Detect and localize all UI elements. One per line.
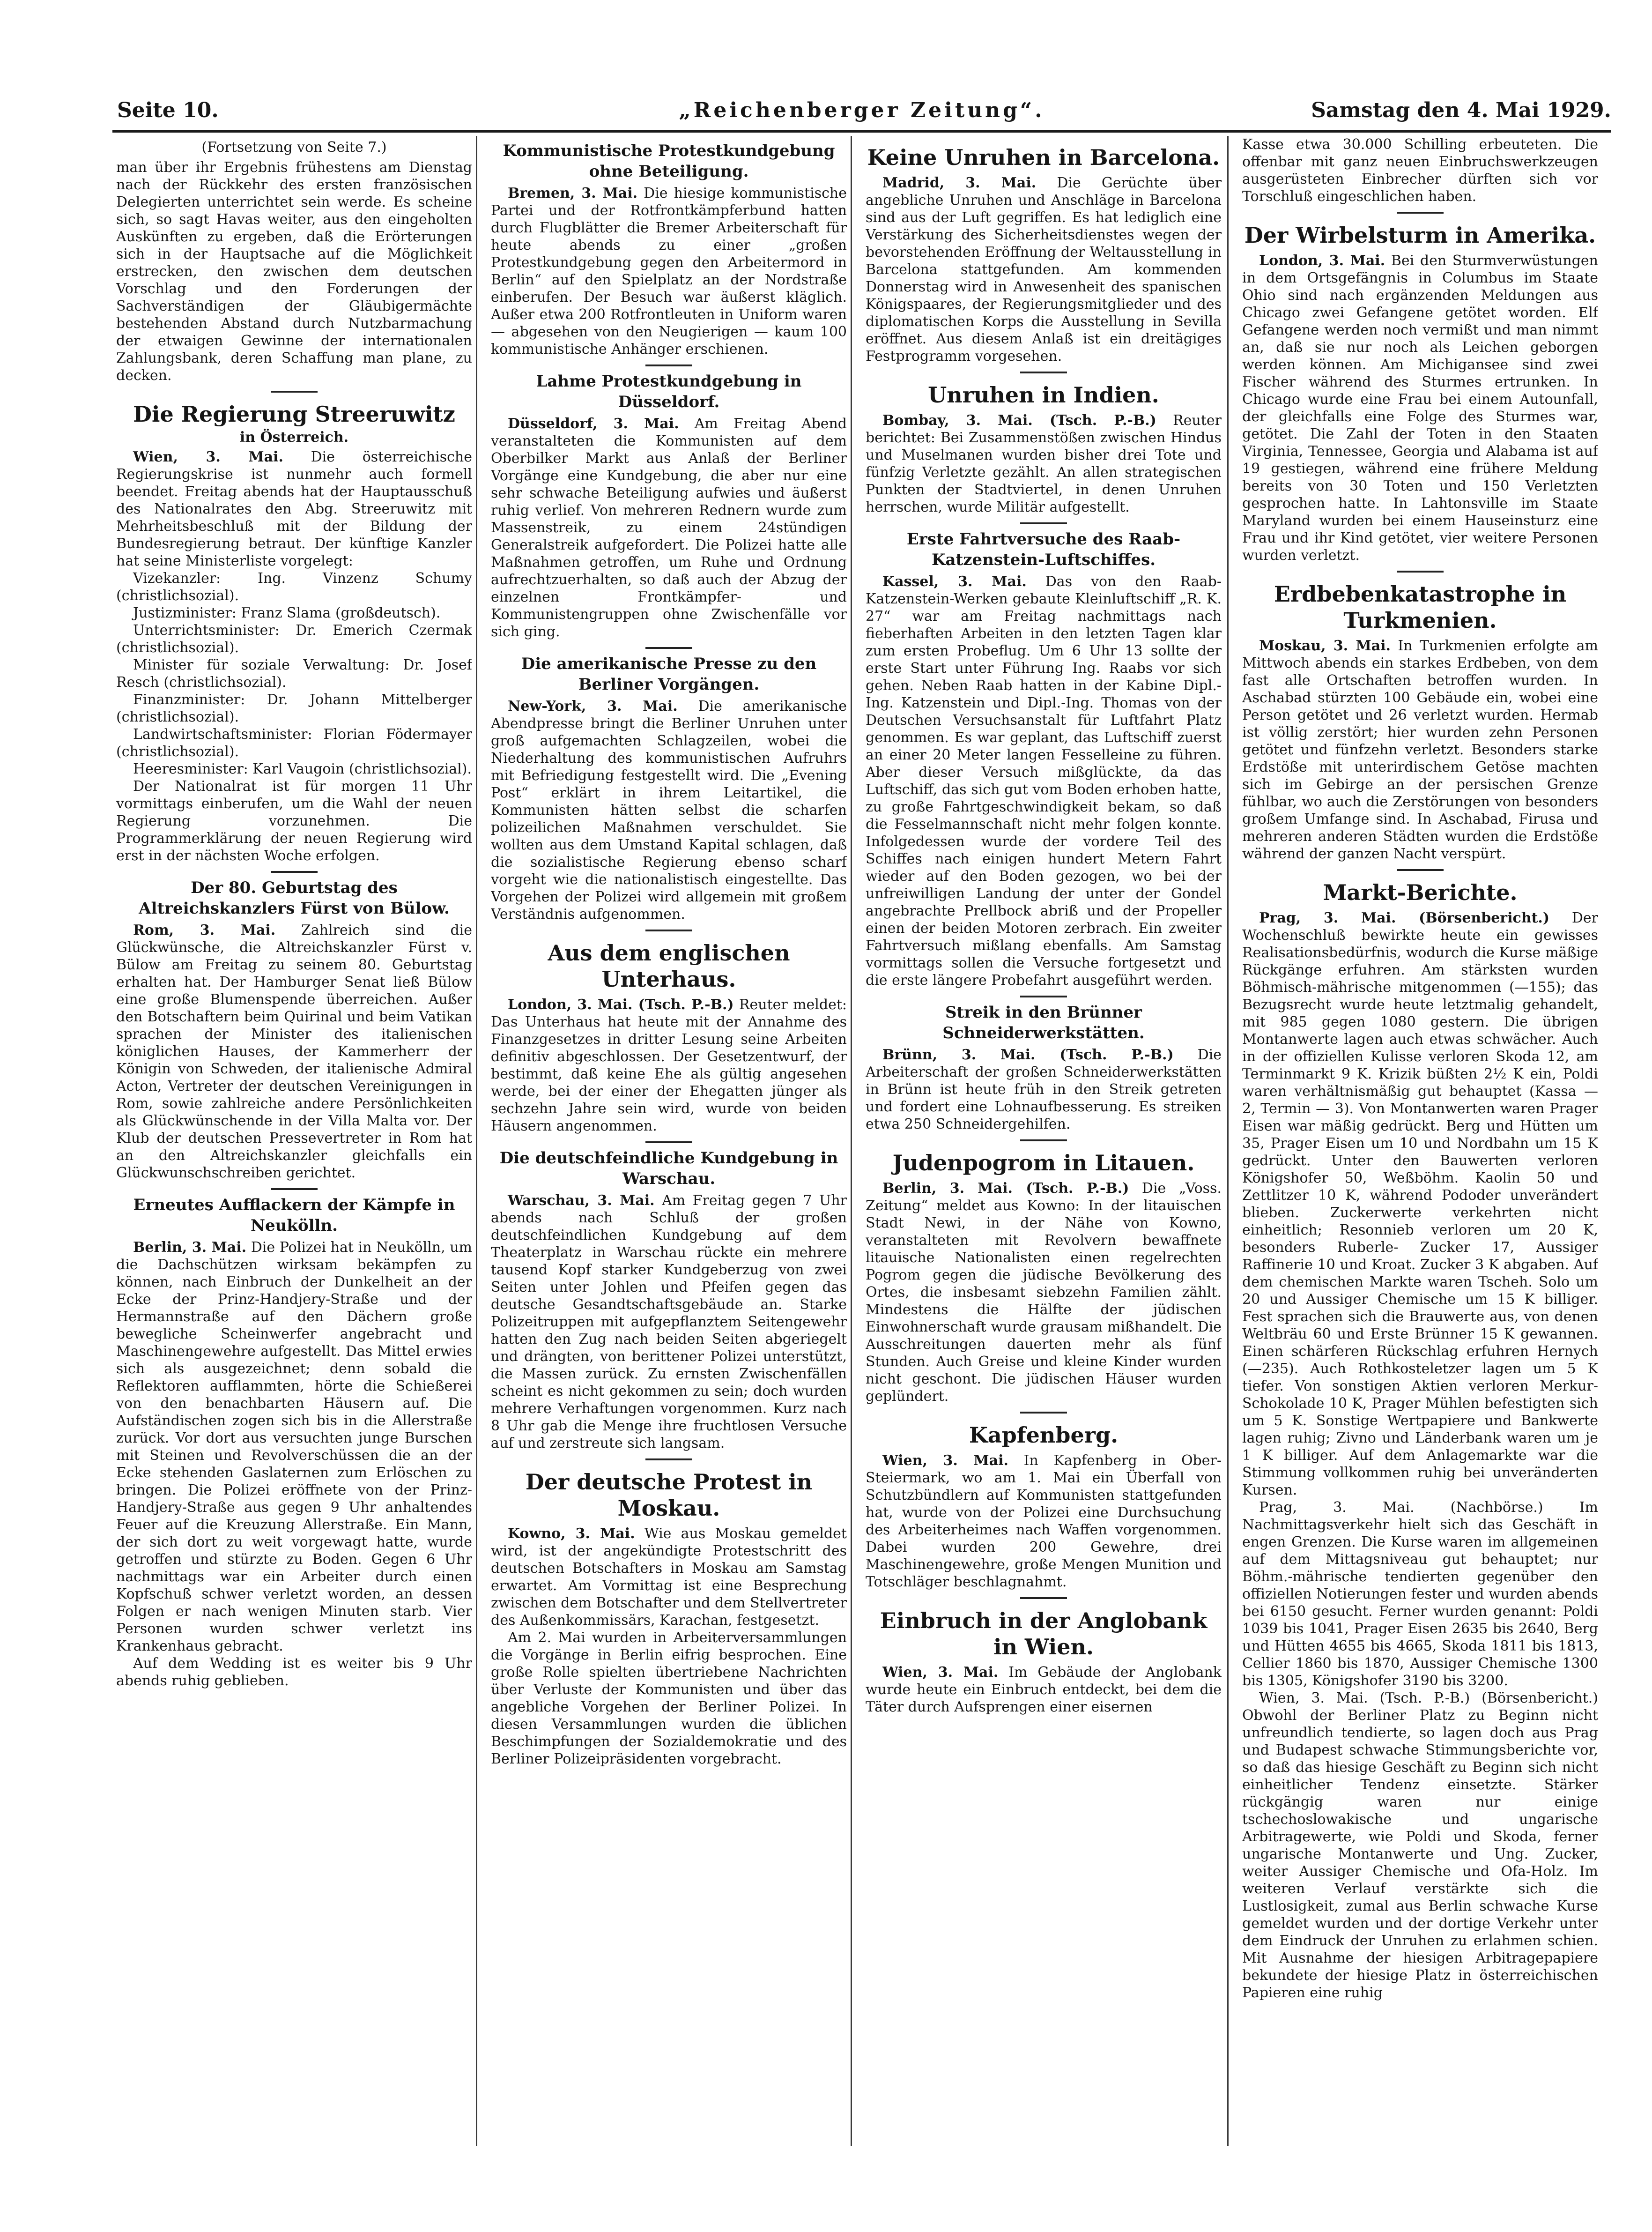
paragraph-text: Die Gerüchte über angebliche Unruhen und Anschläge in Barcelona sind aus der Luft gegriffen. Es hat lediglich eine Verstärkung des Sicherheitsdienstes wegen der bevorstehenden Eröffnung der Weltausstellung in Barcelona stattgefunden. Am kommenden Donnerstag wird in Anwesenheit des spanischen Königspaares, der Regierungsmitglieder und des diplomatischen Korps die Ausstellung in Sevilla eröffnet. Aus diesem Anlaß ist ein dreitägiges Festprogramm vorgesehen. — [866, 175, 1222, 365]
paragraph-text: In Kapfenberg in Ober-Steiermark, wo am 1. Mai ein Überfall von Schutzbündlern auf Kommunisten stattgefunden hat, wurde von der Polizei eine Durchsuchung des Arbeiterheimes nach Waffen vorgenommen. Dabei wurden 200 Gewehre, drei Maschinengewehre, große Mengen Munition und Totschläger beschlagnahmt. — [866, 1452, 1222, 1590]
article — [491, 1458, 847, 1768]
article-headline: Keine Unruhen in Barcelona. — [867, 145, 1220, 170]
paragraph-text: Die amerikanische Abendpresse bringt die Berliner Unruhen unter groß aufgemachten Schlagzeilen, wobei die Niederhaltung des kommunistischen Aufruhrs mit Befriedigung festgestellt wird. Die „Evening Post“ erklärt in ihrem Leitartikel, die Kommunisten hätten selbst die scharfen polizeilichen Maßnahmen verschuldet. Sie wollten aus dem Umstand Kapital schlagen, daß die sozialistische Regierung ebenso scharf vorgeht wie die nationalistisch eingestellte. Das Vorgehen der Polizei wird allgemein mit großem Verständnis aufgenommen. — [491, 698, 847, 923]
article-headline: Die amerikanische Presse zu den Berliner Vorgängen. — [521, 655, 817, 694]
article-headline: Judenpogrom in Litauen. — [892, 1150, 1195, 1176]
article — [866, 1139, 1222, 1405]
article-paragraph — [491, 1192, 847, 1452]
article-paragraph — [866, 1046, 1222, 1133]
article-paragraph — [866, 1452, 1222, 1591]
paragraph-text: Prag, 3. Mai. (Nachbörse.) Im Nachmittagsverkehr hielt sich das Geschäft in engen Grenzen. Die Kurse waren im allgemeinen auf dem Mittagsniveau gut behauptet; nur Böhm.-mährische tendierten gegenüber den offiziellen Notierungen fester und wurden abends bei 6150 gesucht. Ferner wurden genannt: Poldi 1039 bis 1041, Prager Eisen 2635 bis 2640, Berg und Hütten 4655 bis 4665, Skoda 1811 bis 1813, Cellier 1860 bis 1870, Aussiger Chemische 1300 bis 1305, Königshofer 3190 bis 3200. — [1242, 1499, 1598, 1689]
paragraph-text: Minister für soziale Verwaltung: Dr. Josef Resch (christlichsozial). — [116, 657, 472, 691]
article-headline: Der deutsche Protest in Moskau. — [525, 1469, 813, 1521]
dateline: Prag, 3. Mai. (Börsenbericht.) — [1259, 910, 1550, 926]
dateline: Kowno, 3. Mai. — [508, 1525, 635, 1542]
article-paragraph — [116, 778, 472, 864]
continuation-note: (Fortsetzung von Seite 7.) — [201, 139, 387, 156]
article-headline: Die Regierung Streeruwitz — [133, 402, 455, 427]
issue-date: Samstag den 4. Mai 1929. — [1311, 98, 1611, 122]
article-paragraph — [116, 726, 472, 760]
article-paragraph — [1242, 909, 1598, 1499]
article-paragraph — [116, 1239, 472, 1655]
article-headline: Die deutschfeindliche Kundgebung in Warschau. — [499, 1149, 838, 1188]
article-paragraph — [116, 760, 472, 778]
paragraph-text: Landwirtschaftsminister: Florian Födermayer (christlichsozial). — [116, 726, 472, 760]
paragraph-text: Die „Voss. Zeitung“ meldet aus Kowno: In der litauischen Stadt Newi, in der Nähe von Kowno, veranstalteten mit Revolvern bewaffnete litauische Nationalisten einen regelrechten Pogrom gegen die jüdische Bevölkerung des Ortes, die insbesamt siebzehn Familien zählt. Mindestens die Hälfte der jüdischen Einwohnerschaft wurde grausam mißhandelt. Die Ausschreitungen dauerten mehr als fünf Stunden. Auch Greise und kleine Kinder wurden nicht geschont. Die jüdischen Häuser wurden geplündert. — [866, 1180, 1222, 1405]
paragraph-text: Heeresminister: Karl Vaugoin (christlichsozial). — [133, 761, 472, 777]
article-paragraph — [866, 573, 1222, 989]
article-headline: Lahme Protestkundgebung in Düsseldorf. — [536, 372, 802, 411]
article-paragraph — [116, 922, 472, 1182]
article — [1242, 212, 1598, 564]
article — [491, 365, 847, 640]
article-headline: Erdbebenkatastrophe in Turkmenien. — [1274, 581, 1567, 633]
article-headline: Der Wirbelsturm in Amerika. — [1244, 223, 1596, 248]
article — [116, 391, 472, 864]
article-divider — [645, 1458, 692, 1460]
article-paragraph — [866, 174, 1222, 365]
article-headline: Erneutes Aufflackern der Kämpfe in Neukölln. — [133, 1196, 455, 1235]
article-divider — [645, 365, 692, 366]
dateline: Wien, 3. Mai. — [882, 1664, 999, 1681]
masthead — [112, 98, 1611, 141]
column-1 — [116, 136, 472, 2150]
article-paragraph — [866, 1664, 1222, 1716]
dateline: Kassel, 3. Mai. — [882, 573, 1027, 590]
article-headline: Kommunistische Protestkundgebung ohne Beteiligung. — [503, 141, 835, 181]
article-paragraph — [866, 1180, 1222, 1405]
article-paragraph — [491, 698, 847, 923]
article-paragraph — [491, 996, 847, 1135]
article-paragraph — [116, 448, 472, 570]
paragraph-text: Kasse etwa 30.000 Schilling erbeuteten. Die offenbar mit ganz neuen Einbruchswerkzeugen ausgerüsteten Einbrecher dürften sich vor Torschluß eingeschlichen haben. — [1242, 136, 1598, 205]
paragraph-text: Die österreichische Regierungskrise ist nunmehr auch formell beendet. Freitag abends hat der Hauptausschuß des Nationalrates den Abg. Streeruwitz mit Mehrheitsbeschluß mit der Bildung der Bundesregierung betraut. Der künftige Kanzler hat seine Ministerliste vorgelegt: — [116, 449, 472, 569]
article-divider — [271, 871, 318, 873]
paragraph-text: Am Freitag gegen 7 Uhr abends nach Schluß der großen deutschfeindlichen Kundgebung auf dem Theaterplatz in Warschau rückte ein mehrere tausend Kopf starker Kundgeberzug von zwei Seiten unter Johlen und Pfeifen gegen das deutsche Gesandtschaftsgebäude an. Starke Polizeitruppen mit aufgepflanztem Seitengewehr hatten den Zug nach beiden Seiten abgeriegelt und drängten, von berittener Polizei unterstützt, die Massen zurück. Zu ernsten Zwischenfällen scheint es nicht gekommen zu sein; doch wurden mehrere Verhaftungen vorgenommen. Kurz nach 8 Uhr gab die Menge ihre fruchtlosen Versuche auf und zerstreute sich langsam. — [491, 1192, 847, 1451]
dateline: Berlin, 3. Mai. (Tsch. P.-B.) — [882, 1180, 1129, 1197]
paragraph-text: Am 2. Mai wurden in Arbeiterversammlungen die Vorgänge in Berlin eifrig besprochen. Eine große Rolle spielten übertriebene Nachrichten über Verluste der Kommunisten und über das angebliche Vorgehen der Berliner Polizei. In diesen Versammlungen wurden die üblichen Beschimpfungen der Sozialdemokratie und des Berliner Polizeipräsidenten vorgebracht. — [491, 1629, 847, 1767]
paragraph-text: Der Nationalrat ist für morgen 11 Uhr vormittags einberufen, um die Wahl der neuen Regierung vorzunehmen. Die Programmerklärung der neuen Regierung wird erst in der nächsten Woche erfolgen. — [116, 778, 472, 864]
article-headline: Erste Fahrtversuche des Raab-Katzenstein-Luftschiffes. — [906, 530, 1181, 569]
article-paragraph — [1242, 1689, 1598, 2001]
article-headline: Kapfenberg. — [969, 1422, 1119, 1448]
dateline: Moskau, 3. Mai. — [1259, 638, 1391, 654]
dateline: Wien, 3. Mai. — [882, 1452, 1008, 1469]
article-paragraph — [116, 570, 472, 604]
paragraph-text: Bei den Sturmverwüstungen in dem Ortsgefängnis in Columbus im Staate Ohio sind nach ergänzenden Meldungen aus Chicago zwei Gefangene getötet worden. Elf Gefangene werden noch vermißt und man nimmt an, daß sie nur noch als Leichen geborgen werden können. Am Michigansee sind zwei Fischer während des Sturmes ertrunken. In Chicago wurde eine Frau bei einem Autounfall, der gleichfalls eine Folge des Sturmes war, getötet. Die Zahl der Toten in den Staaten Virginia, Tennessee, Georgia und Alabama ist auf 19 gestiegen, während eine frühere Meldung bereits von 30 Toten und 150 Verletzten gesprochen hatte. In Lahtonsville im Staate Maryland wurden bei einem Hauseinsturz eine Frau und ihr Kind getötet, vier weitere Personen wurden verletzt. — [1242, 253, 1598, 564]
dateline: Düsseldorf, 3. Mai. — [508, 416, 679, 432]
dateline: Warschau, 3. Mai. — [508, 1192, 655, 1209]
paragraph-text: Reuter meldet: Das Unterhaus hat heute mit der Annahme des Finanzgesetzes in dritter Lesung seine Arbeiten definitiv abgeschlossen. Der Gesetzentwurf, der bestimmt, daß keine Ehe als gültig angesehen werde, bei der einer der Ehegatten jünger als sechzehn Jahre sein wird, wurde von beiden Häusern angenommen. — [491, 997, 847, 1134]
article-subheadline: in Österreich. — [239, 429, 349, 446]
dateline: Berlin, 3. Mai. — [133, 1239, 247, 1256]
paragraph-text: Wien, 3. Mai. (Tsch. P.-B.) (Börsenbericht.) Obwohl der Berliner Platz zu Beginn nicht unfreundlich tendierte, so lagen doch aus Prag und Budapest schwache Stimmungsberichte vor, so daß das hiesige Geschäft zu Beginn sich nicht einheitlicher Tendenz einsetzte. Stärker rückgängig waren nur einige tschechoslowakische und ungarische Arbitragewerte, wie Poldi und Skoda, ferner ungarische Montanwerte und Ung. Zucker, weiter Aussiger Chemische und Ofa-Holz. Im weiteren Verlauf verstärkte sich die Lustlosigkeit, zumal aus Berlin schwache Kurse gemeldet wurden und der dortige Verkehr unter dem Eindruck der Unruhen zu erlahmen schien. Mit Ausnahme der hiesigen Arbitragepapiere bekundete der hiesige Platz in österreichischen Papieren eine ruhig — [1242, 1690, 1598, 2001]
article-paragraph — [116, 1655, 472, 1689]
article-divider — [1020, 372, 1067, 373]
article-divider — [1397, 212, 1444, 214]
article-headline: Der 80. Geburtstag des Altreichskanzlers Fürst von Bülow. — [139, 878, 450, 918]
article — [116, 139, 472, 384]
dateline: New-York, 3. Mai. — [508, 698, 678, 714]
paragraph-text: Der Wochenschluß bewirkte heute ein gewisses Realisationsbedürfnis, wodurch die Kurse mäßige Rückgänge erfuhren. Am stärksten wurden Böhmisch-mährische mitgenommen (—155); das Bezugsrecht wurde heute letztmalig gehandelt, mit 985 gegen 1080 gestern. Die übrigen Montanwerte lagen auch etwas schwächer. Auch in der offiziellen Kulisse verloren Skoda 12, am Terminmarkt 9 K. Krizik büßten 2½ K ein, Poldi waren verhältnismäßig gut behauptet (Kassa — 2, Termin — 3). Von Montanwerten waren Prager Eisen war mäßig gedrückt. Berg und Hütten um 35, Prager Eisen um 10 und Nordbahn um 15 K gedrückt. Unter den Bauwerten verloren Königshofer 50, Weßböhm. Kaolin 50 und Zettlitzer 10 K, während Pododer unverändert blieben. Zuckerwerte verkehrten nicht einheitlich; Resonnieb verloren um 20 K, besonders Ruberle- Zucker 17, Aussiger Raffinerie 10 und Kroat. Zucker 3 K abgaben. Auf dem chemischen Markte waren Tscheh. Solo um 20 und Aussiger Chemische um 15 K billiger. Fest sprachen sich die Brauwerte aus, von denen Weltbräu 60 und Erste Brünner 15 K gewannen. Einen schärferen Rückschlag erfuhren Hernych (—235). Auch Rothkosteletzer lagen um 5 K tiefer. Von sonstigen Aktien verloren Merkur-Schokolade 10 K, Prager Mühlen befestigten sich um 5 K. Sonstige Wertpapiere und Bankwerte lagen ruhig; Zivno und Länderbank waren um je 1 K billiger. Auf dem Anlagemarkte war die Stimmung vollkommen ruhig bei unveränderten Kursen. — [1242, 910, 1598, 1498]
article-headline: Einbruch in der Anglobank in Wien. — [880, 1608, 1208, 1659]
article-paragraph — [116, 622, 472, 656]
article — [491, 1141, 847, 1452]
dateline: Rom, 3. Mai. — [133, 922, 276, 938]
article — [491, 930, 847, 1135]
article — [866, 522, 1222, 989]
article — [1242, 869, 1598, 2001]
article-paragraph — [491, 1525, 847, 1629]
article — [866, 996, 1222, 1133]
paragraph-text: Wie aus Moskau gemeldet wird, ist der angekündigte Protestschritt des deutschen Botschafters in Moskau am Samstag erwartet. Am Vormittag ist eine Besprechung zwischen dem Botschafter und dem Stellvertreter des Außenkommissärs, Karachan, festgesetzt. — [491, 1525, 847, 1629]
dateline: Bremen, 3. Mai. — [508, 185, 638, 201]
column-3 — [866, 136, 1222, 2150]
article-divider — [645, 1141, 692, 1143]
column-rule — [476, 136, 477, 2146]
article — [116, 1188, 472, 1689]
paragraph-text: man über ihr Ergebnis frühestens am Dienstag nach der Rückkehr des ersten französischen Delegierten unterrichtet sein werde. Es scheine sich, so sagt Havas weiter, aus den eingeholten Auskünften zu ergeben, daß die Erörterungen sich in der Hauptsache auf die Möglichkeit erstrecken, den zwischen dem deutschen Vorschlag und den Forderungen der Sachverständigen der Gläubigermächte bestehenden Abstand durch Nutzbarmachung der etwaigen Gewinne der internationalen Zahlungsbank, deren Schaffung man plane, zu decken. — [116, 159, 472, 384]
paragraph-text: Die Polizei hat in Neukölln, um die Dachschützen wirksam bekämpfen zu können, nach Einbruch der Dunkelheit an der Ecke der Prinz-Handjery-Straße und der Hermannstraße auf den Dächern große bewegliche Scheinwerfer angebracht und Maschinengewehre aufgestellt. Das Mittel erwies sich als ausgezeichnet; denn sobald die Reflektoren aufflammten, hörte die Schießerei von den benachbarten Häusern auf. Die Aufständischen zogen sich bis in die Allerstraße zurück. Vor dort aus versuchten junge Burschen mit Steinen und Revolverschüssen die an der Ecke stehenden Gaslaternen zum Erlöschen zu bringen. Die Polizei eröffnete von der Prinz-Handjery-Straße aus gegen 9 Uhr anhaltendes Feuer auf die Kreuzung Allerstraße. Ein Mann, der sich dort zu weit vorgewagt hatte, wurde getroffen und stürzte zu Boden. Gegen 6 Uhr nachmittags war ein Arbeiter durch einen Kopfschuß schwer verletzt worden, an dessen Folgen er nach wenigen Minuten starb. Vier Personen wurden schwer verletzt ins Krankenhaus gebracht. — [116, 1239, 472, 1654]
article-divider — [645, 930, 692, 931]
column-rule — [851, 136, 852, 2146]
paragraph-text: Zahlreich sind die Glückwünsche, die Altreichskanzler Fürst v. Bülow am Freitag zu seinem 80. Geburtstag erhalten hat. Der Hamburger Senat ließ Bülow eine große Blumenspende überreichen. Außer den Botschaftern beim Quirinal und beim Vatikan sprachen der Minister des italienischen königlichen Hauses, der Kammerherr der Königin von Schweden, der italienische Admiral Acton, Vertreter der deutschen Vereinigungen in Rom, sowie zahlreiche andere Persönlichkeiten als Glückwünschende in der Villa Malta vor. Der Klub der deutschen Pressevertreter in Rom hat an den Altreichskanzler gleichfalls ein Glückwunschschreiben gerichtet. — [116, 922, 472, 1181]
article-paragraph — [1242, 637, 1598, 863]
article-divider — [1020, 996, 1067, 997]
article-paragraph — [491, 415, 847, 640]
paragraph-text: Die hiesige kommunistische Partei und der Rotfrontkämpferbund hatten durch Flugblätter die Bremer Arbeiterschaft für heute abends zu einer „großen Protestkundgebung gegen den Arbeitermord in Berlin“ auf den Spielplatz an der Nordstraße einberufen. Der Besuch war äußerst kläglich. Außer etwa 200 Rotfrontleuten in Uniform waren — abgesehen von den Neugierigen — kaum 100 kommunistische Anhänger erschienen. — [491, 185, 847, 357]
article-headline: Streik in den Brünner Schneiderwerkstätten. — [942, 1003, 1145, 1042]
article-divider — [1020, 1412, 1067, 1414]
column-rule — [1227, 136, 1229, 2146]
article-divider — [1397, 571, 1444, 573]
article-divider — [1020, 522, 1067, 524]
paragraph-text: Justizminister: Franz Slama (großdeutsch). — [133, 605, 441, 621]
article-headline: Markt-Berichte. — [1323, 880, 1518, 905]
column-2 — [491, 136, 847, 2150]
article-paragraph — [1242, 136, 1598, 205]
article-divider — [645, 647, 692, 649]
page-number: Seite 10. — [117, 98, 219, 122]
paragraph-text: Unterrichtsminister: Dr. Emerich Czermak (christlichsozial). — [116, 622, 472, 656]
masthead-rule — [112, 130, 1611, 133]
article — [1242, 571, 1598, 863]
paragraph-text: Das von den Raab-Katzenstein-Werken gebaute Kleinluftschiff „R. K. 27“ war am Freitag nachmittags nach fieberhaften Arbeiten in den letzten Tagen klar zum ersten Probeflug. Um 6 Uhr 13 sollte der erste Start unter Führung Ing. Raabs vor sich gehen. Neben Raab hatten in der Kabine Dipl.-Ing. Katzenstein und Dipl.-Ing. Thomas von der Deutschen Versuchsanstalt für Luftfahrt Platz genommen. Es war geplant, das Luftschiff zuerst an einer 20 Meter langen Fesselleine zu führen. Aber dieser Versuch mißglückte, da das Luftschiff, das sich gut vom Boden erhoben hatte, zu große Fahrtgeschwindigkeit bekam, so daß die Fesselmannschaft nicht mehr folgen konnte. Infolgedessen wurde der vordere Teil des Schiffes nach einigen hundert Metern Fahrt wieder auf den Boden gezogen, wo bei der unfreiwilligen Landung der unter der Gondel angebrachte Prellbock abriß und der Propeller einen der beiden Motoren zerbrach. Ein zweiter Fahrtversuch mißlang ebenfalls. Am Samstag vormittags sollen die Versuche fortgesetzt und die erste längere Probefahrt ausgeführt werden. — [866, 573, 1222, 989]
paragraph-text: Am Freitag Abend veranstalteten die Kommunisten auf dem Oberbilker Markt aus Anlaß der Berliner Vorgänge eine Kundgebung, die aber nur eine sehr schwache Beteiligung aufwies und äußerst ruhig verlief. Von mehreren Rednern wurde zum Massenstreik, zu einem 24stündigen Generalstreik aufgefordert. Die Polizei hatte alle Maßnahmen getroffen, um Ruhe und Ordnung aufrechtzuerhalten, so daß auch der Abzug der einzelnen Frontkämpfer- und Kommunistengruppen ohne Zwischenfälle vor sich ging. — [491, 416, 847, 640]
dateline: Wien, 3. Mai. — [133, 449, 283, 465]
article-divider — [1020, 1139, 1067, 1141]
paragraph-text: Im Gebäude der Anglobank wurde heute ein Einbruch entdeckt, bei dem die Täter durch Aufsprengen einer eisernen — [866, 1664, 1222, 1715]
article — [866, 1412, 1222, 1591]
paragraph-text: In Turkmenien erfolgte am Mittwoch abends ein starkes Erdbeben, von dem fast alle Ortschaften betroffen wurden. In Aschabad stürzten 100 Gebäude ein, wobei eine Person getötet und 26 verletzt wurden. Hermab ist völlig zerstört; hier wurden zehn Personen getötet und fünfzehn verletzt. Besonders starke Erdstöße mit unterirdischem Getöse machten sich im Gebirge an der persischen Grenze fühlbar, wo auch die Zerstörungen von besonders großem Umfange sind. In Aschabad, Firusa und mehreren anderen Städten wurden die Erdstöße während der ganzen Nacht verspürt. — [1242, 638, 1598, 862]
article — [1242, 136, 1598, 205]
article-divider — [1397, 869, 1444, 871]
dateline: London, 3. Mai. — [1259, 253, 1385, 269]
article-headline: Aus dem englischen Unterhaus. — [548, 940, 790, 992]
dateline: Brünn, 3. Mai. (Tsch. P.-B.) — [882, 1047, 1174, 1063]
paragraph-text: Die Arbeiterschaft der großen Schneiderwerkstätten in Brünn ist heute früh in den Streik getreten und fordert eine Lohnaufbesserung. Es streiken etwa 250 Schneidergehilfen. — [866, 1047, 1222, 1132]
article-paragraph — [1242, 1499, 1598, 1689]
article-paragraph — [116, 159, 472, 384]
dateline: Madrid, 3. Mai. — [882, 175, 1037, 191]
dateline: London, 3. Mai. (Tsch. P.-B.) — [508, 997, 734, 1013]
article-divider — [271, 1188, 318, 1190]
paragraph-text: Finanzminister: Dr. Johann Mittelberger (christlichsozial). — [116, 692, 472, 725]
article-paragraph — [866, 412, 1222, 516]
paragraph-text: Reuter berichtet: Bei Zusammenstößen zwischen Hindus und Muselmanen wurden bisher drei Tote und fünfzig Verletzte gezählt. An allen strategischen Punkten der Stadtviertel, in denen Unruhen herrschen, wurde Militär aufgestellt. — [866, 412, 1222, 515]
article-paragraph — [491, 185, 847, 358]
newspaper-title: „Reichenberger Zeitung“. — [679, 98, 1045, 122]
article-paragraph — [116, 656, 472, 691]
article — [866, 372, 1222, 516]
paragraph-text: Auf dem Wedding ist es weiter bis 9 Uhr abends ruhig geblieben. — [116, 1655, 472, 1689]
article-paragraph — [116, 691, 472, 726]
article-paragraph — [491, 1629, 847, 1768]
article-headline: Unruhen in Indien. — [928, 382, 1159, 408]
article — [866, 1597, 1222, 1716]
article — [491, 647, 847, 923]
article-paragraph — [116, 604, 472, 622]
article-divider — [271, 391, 318, 393]
paragraph-text: Vizekanzler: Ing. Vinzenz Schumy (christlichsozial). — [116, 570, 472, 604]
dateline: Bombay, 3. Mai. (Tsch. P.-B.) — [882, 412, 1156, 429]
article — [116, 871, 472, 1182]
article-divider — [1020, 1597, 1067, 1599]
article — [491, 141, 847, 358]
article — [866, 144, 1222, 365]
column-4 — [1242, 136, 1598, 2150]
article-paragraph — [1242, 252, 1598, 564]
